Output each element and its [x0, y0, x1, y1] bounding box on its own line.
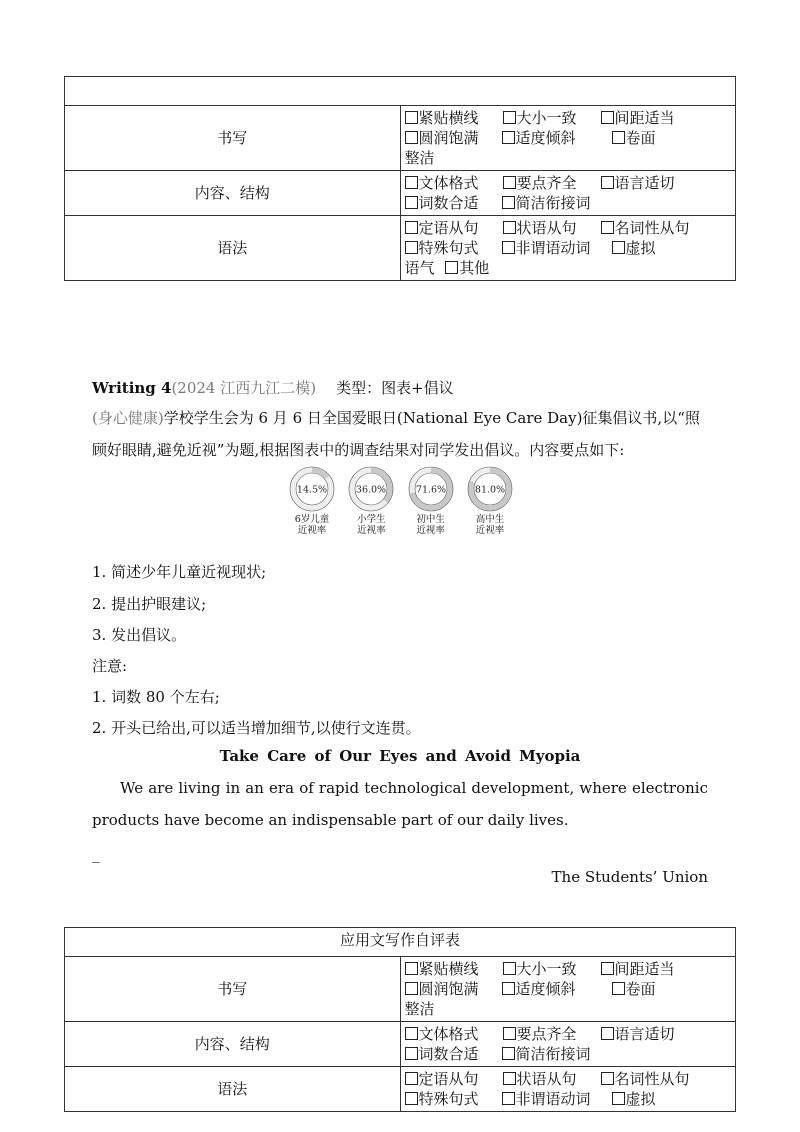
- donut-category-label: [476, 514, 505, 536]
- checkbox-item-wrap: 整洁: [404, 149, 435, 167]
- checkbox-item[interactable]: 简洁衔接词: [502, 1044, 591, 1064]
- checkbox-item[interactable]: 圆润饱满: [405, 979, 502, 999]
- checkbox-icon[interactable]: [405, 1092, 418, 1105]
- checkbox-item[interactable]: 要点齐全: [503, 1024, 601, 1044]
- checkbox-item[interactable]: 名词性从句: [601, 218, 713, 238]
- checkbox-item[interactable]: 非谓语动词: [502, 1089, 612, 1109]
- checkbox-item[interactable]: 简洁衔接词: [502, 193, 591, 213]
- checkbox-item[interactable]: 圆润饱满: [405, 128, 502, 148]
- category-writing: 书写: [65, 957, 401, 1022]
- essay-paragraph: We are living in an era of rapid technological development, where electronic products have become an indispensable part of our daily lives.: [92, 779, 708, 829]
- donut-ring: [289, 466, 335, 512]
- checkbox-item[interactable]: 状语从句: [503, 218, 601, 238]
- checkbox-icon[interactable]: [502, 196, 515, 209]
- checkbox-item[interactable]: 语言适切: [601, 1024, 713, 1044]
- donut-item: [345, 466, 397, 542]
- prompt-line-1: (身心健康)学校学生会为 6 月 6 日全国爱眼日(National Eye Care Day)征集倡议书,以“照: [92, 409, 700, 427]
- checkbox-item[interactable]: 适度倾斜: [502, 128, 612, 148]
- checkbox-icon[interactable]: [612, 1092, 625, 1105]
- checkbox-item[interactable]: 文体格式: [405, 1024, 503, 1044]
- writing-heading: Writing 4(2024 江西九江二模) 类型：图表+倡议: [92, 379, 454, 397]
- checkbox-item[interactable]: 卷面: [612, 979, 658, 999]
- checkbox-item[interactable]: 要点齐全: [503, 173, 601, 193]
- checkbox-item[interactable]: 语言适切: [601, 173, 713, 193]
- note-label: 注意:: [92, 657, 128, 675]
- checkbox-item[interactable]: 间距适当: [601, 108, 713, 128]
- checkbox-item[interactable]: 状语从句: [503, 1069, 601, 1089]
- note-2: 2. 开头已给出,可以适当增加细节,以使行文连贯。: [92, 719, 421, 737]
- checkbox-item[interactable]: 紧贴横线: [405, 959, 503, 979]
- checkbox-icon[interactable]: [405, 1047, 418, 1060]
- donut-ring: [348, 466, 394, 512]
- point-3: 3. 发出倡议。: [92, 626, 187, 644]
- checkbox-icon[interactable]: [612, 131, 625, 144]
- checklist-writing: [400, 957, 736, 1022]
- donut-value-label: 81.0%: [474, 484, 506, 496]
- donut-ring: [467, 466, 513, 512]
- table-header: 应用文写作自评表: [65, 928, 736, 957]
- checkbox-icon[interactable]: [503, 1072, 516, 1085]
- donut-category-label: [357, 514, 386, 536]
- checkbox-icon[interactable]: [503, 1027, 516, 1040]
- donut-value-label: 36.0%: [356, 484, 387, 496]
- checkbox-item[interactable]: 定语从句: [405, 218, 503, 238]
- self-eval-table-bottom: [64, 927, 736, 1112]
- donut-label-line1: 小学生: [357, 514, 386, 525]
- category-grammar: 语法: [65, 1067, 401, 1112]
- checkbox-icon[interactable]: [405, 176, 418, 189]
- checkbox-icon[interactable]: [612, 982, 625, 995]
- checkbox-icon[interactable]: [502, 1047, 515, 1060]
- checkbox-icon[interactable]: [405, 221, 418, 234]
- point-2: 2. 提出护眼建议;: [92, 595, 207, 613]
- prompt-line-2: 顾好眼睛,避免近视”为题,根据图表中的调查结果对同学发出倡议。内容要点如下:: [92, 441, 625, 459]
- checklist-grammar: [400, 216, 736, 281]
- checkbox-item[interactable]: 虚拟: [612, 238, 658, 258]
- checkbox-item[interactable]: 词数合适: [405, 1044, 502, 1064]
- signature: The Students’ Union: [551, 868, 708, 886]
- checkbox-icon[interactable]: [445, 261, 458, 274]
- checkbox-icon[interactable]: [502, 1092, 515, 1105]
- self-eval-table-top: [64, 76, 736, 281]
- checkbox-icon[interactable]: [405, 131, 418, 144]
- checkbox-icon[interactable]: [405, 982, 418, 995]
- checkbox-icon[interactable]: [502, 241, 515, 254]
- checkbox-icon[interactable]: [405, 1027, 418, 1040]
- category-content: 内容、结构: [65, 171, 401, 216]
- checkbox-item[interactable]: 紧贴横线: [405, 108, 503, 128]
- donut-ring: [408, 466, 454, 512]
- checklist-grammar: [400, 1067, 736, 1112]
- checkbox-item[interactable]: 名词性从句: [601, 1069, 713, 1089]
- checkbox-icon[interactable]: [502, 982, 515, 995]
- donut-label-line1: 初中生: [416, 514, 445, 525]
- category-writing: 书写: [65, 106, 401, 171]
- donut-value-label: 71.6%: [415, 484, 446, 496]
- checkbox-item-wrap: 语气 其他: [404, 259, 490, 277]
- checkbox-item[interactable]: 间距适当: [601, 959, 713, 979]
- checkbox-icon[interactable]: [601, 962, 614, 975]
- point-1: 1. 简述少年儿童近视现状;: [92, 563, 267, 581]
- checkbox-item[interactable]: 大小一致: [503, 959, 601, 979]
- checklist-content: [400, 1022, 736, 1067]
- donut-item: [405, 466, 457, 542]
- checklist-writing: [400, 106, 736, 171]
- answer-blank[interactable]: _: [92, 845, 100, 863]
- checkbox-icon[interactable]: [601, 1027, 614, 1040]
- category-grammar: 语法: [65, 216, 401, 281]
- donut-label-line1: 高中生: [475, 514, 505, 525]
- checkbox-icon[interactable]: [503, 111, 516, 124]
- donut-category-label: [295, 514, 330, 536]
- checkbox-item[interactable]: 适度倾斜: [502, 979, 612, 999]
- checkbox-icon[interactable]: [612, 241, 625, 254]
- checkbox-item[interactable]: 定语从句: [405, 1069, 503, 1089]
- donut-category-label: [416, 514, 445, 536]
- checkbox-icon[interactable]: [601, 221, 614, 234]
- checkbox-icon[interactable]: [503, 176, 516, 189]
- essay-title: Take Care of Our Eyes and Avoid Myopia: [219, 747, 581, 765]
- checkbox-icon[interactable]: [502, 131, 515, 144]
- checkbox-item[interactable]: 词数合适: [405, 193, 502, 213]
- checkbox-icon[interactable]: [405, 1072, 418, 1085]
- checkbox-item[interactable]: 大小一致: [503, 108, 601, 128]
- checkbox-item[interactable]: 特殊句式: [405, 238, 502, 258]
- checkbox-icon[interactable]: [405, 111, 418, 124]
- donut-item: [464, 466, 516, 542]
- checkbox-icon[interactable]: [601, 176, 614, 189]
- checkbox-icon[interactable]: [601, 1072, 614, 1085]
- donut-label-line2: 近视率: [475, 525, 505, 536]
- checkbox-item-wrap: 整洁: [404, 1000, 435, 1018]
- checkbox-icon[interactable]: [405, 962, 418, 975]
- checkbox-icon[interactable]: [601, 111, 614, 124]
- donut-label-line2: 近视率: [416, 525, 445, 536]
- checkbox-icon[interactable]: [405, 196, 418, 209]
- checkbox-item[interactable]: 虚拟: [612, 1089, 658, 1109]
- donut-label-line2: 近视率: [297, 525, 327, 536]
- donut-value-label: 14.5%: [296, 484, 328, 496]
- checklist-content: [400, 171, 736, 216]
- table-header: [65, 77, 736, 106]
- checkbox-item[interactable]: 非谓语动词: [502, 238, 612, 258]
- checkbox-item[interactable]: 卷面: [612, 128, 658, 148]
- checkbox-icon[interactable]: [503, 221, 516, 234]
- donut-item: [286, 466, 338, 542]
- donut-label-line2: 近视率: [357, 525, 386, 536]
- note-1: 1. 词数 80 个左右;: [92, 688, 220, 706]
- checkbox-icon[interactable]: [405, 241, 418, 254]
- checkbox-item[interactable]: 文体格式: [405, 173, 503, 193]
- myopia-rate-figure: [286, 466, 516, 542]
- category-content: 内容、结构: [65, 1022, 401, 1067]
- checkbox-item[interactable]: 特殊句式: [405, 1089, 502, 1109]
- checkbox-icon[interactable]: [503, 962, 516, 975]
- donut-label-line1: 6岁儿童: [294, 514, 330, 525]
